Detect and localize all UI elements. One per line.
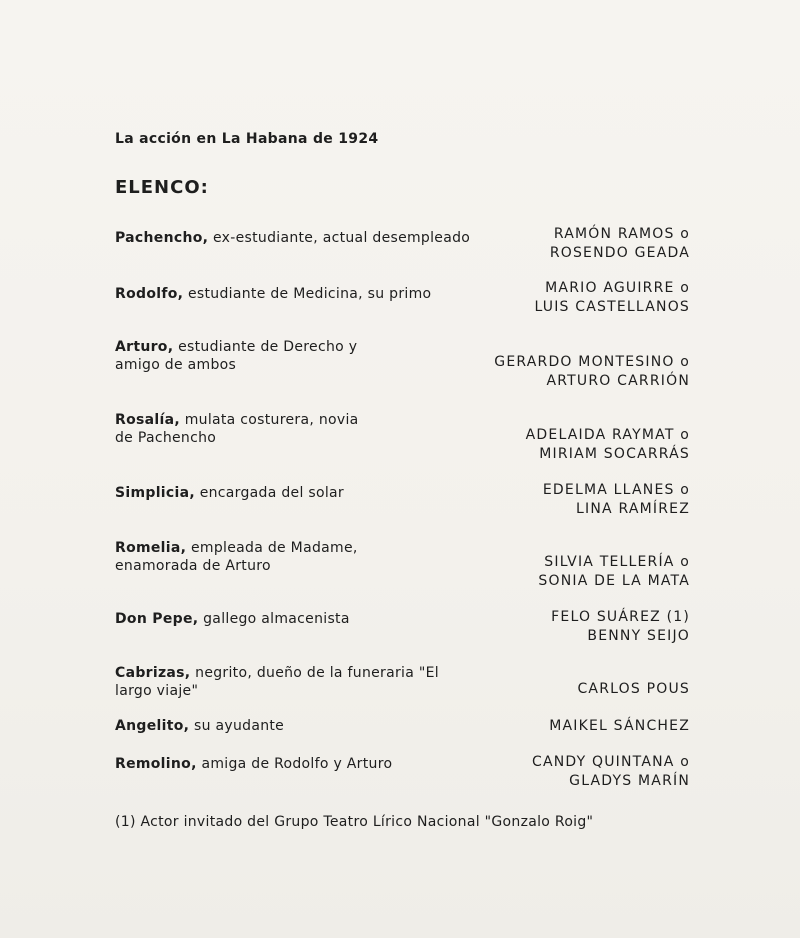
actors-rosalia [430,426,690,464]
character-description: mulata costurera, novia de Pachencho [115,412,359,446]
actors-remolino [430,753,690,791]
character-description: negrito, dueño de la funeraria "El largo viaje" [115,665,439,699]
actor-name: CANDY QUINTANA o [531,754,690,770]
character-name: Cabrizas, [115,665,191,681]
actor-name: ARTURO CARRIÓN [546,373,690,389]
actor-name: MARIO AGUIRRE o [545,280,690,296]
character-description: estudiante de Medicina, su primo [183,286,432,302]
role-cabrizas [115,664,445,700]
actor-name: FELO SUÁREZ (1) [551,609,690,625]
character-name: Romelia, [115,540,187,556]
actor-name: MAIKEL SÁNCHEZ [549,718,690,734]
character-name: Rosalía, [115,412,180,428]
actor-name: EDELMA LLANES o [542,482,690,498]
actors-rodolfo [430,279,690,317]
footnote: (1) Actor invitado del Grupo Teatro Lírico Nacional "Gonzalo Roig" [115,814,594,830]
role-romelia [115,539,375,575]
actor-name: SONIA DE LA MATA [538,573,690,589]
actors-simplicia [430,481,690,519]
actor-name: CARLOS POUS [577,681,690,697]
actor-name: GLADYS MARÍN [569,773,690,789]
actor-name: LUIS CASTELLANOS [534,299,690,315]
character-name: Pachencho, [115,230,209,246]
character-description: amiga de Rodolfo y Arturo [196,756,393,772]
character-name: Arturo, [115,339,174,355]
actors-angelito [430,717,690,736]
actor-name: LINA RAMÍREZ [576,501,690,517]
character-name: Angelito, [115,718,190,734]
character-name: Remolino, [115,756,197,772]
character-description: encargada del solar [194,485,344,501]
actors-romelia [430,553,690,591]
character-description: ex-estudiante, actual desempleado [208,230,471,246]
character-name: Rodolfo, [115,286,184,302]
character-name: Simplicia, [115,485,195,501]
character-description: gallego almacenista [198,611,350,627]
role-rosalia [115,411,365,447]
actor-name: ROSENDO GEADA [549,245,690,261]
actors-arturo [430,353,690,391]
character-name: Don Pepe, [115,611,199,627]
cast-heading: ELENCO: [115,177,209,198]
actors-cabrizas [430,680,690,699]
setting-line: La acción en La Habana de 1924 [115,131,379,147]
actor-name: GERARDO MONTESINO o [494,354,690,370]
character-description: su ayudante [189,718,285,734]
actor-name: RAMÓN RAMOS o [553,226,690,242]
character-description: estudiante de Derecho y amigo de ambos [115,339,358,373]
role-arturo [115,338,365,374]
actor-name: SILVIA TELLERÍA o [544,554,690,570]
character-description: empleada de Madame, enamorada de Arturo [115,540,358,574]
actor-name: BENNY SEIJO [587,628,690,644]
actors-pachencho [430,225,690,263]
actor-name: ADELAIDA RAYMAT o [525,427,690,443]
actor-name: MIRIAM SOCARRÁS [539,446,690,462]
actors-don-pepe [430,608,690,646]
